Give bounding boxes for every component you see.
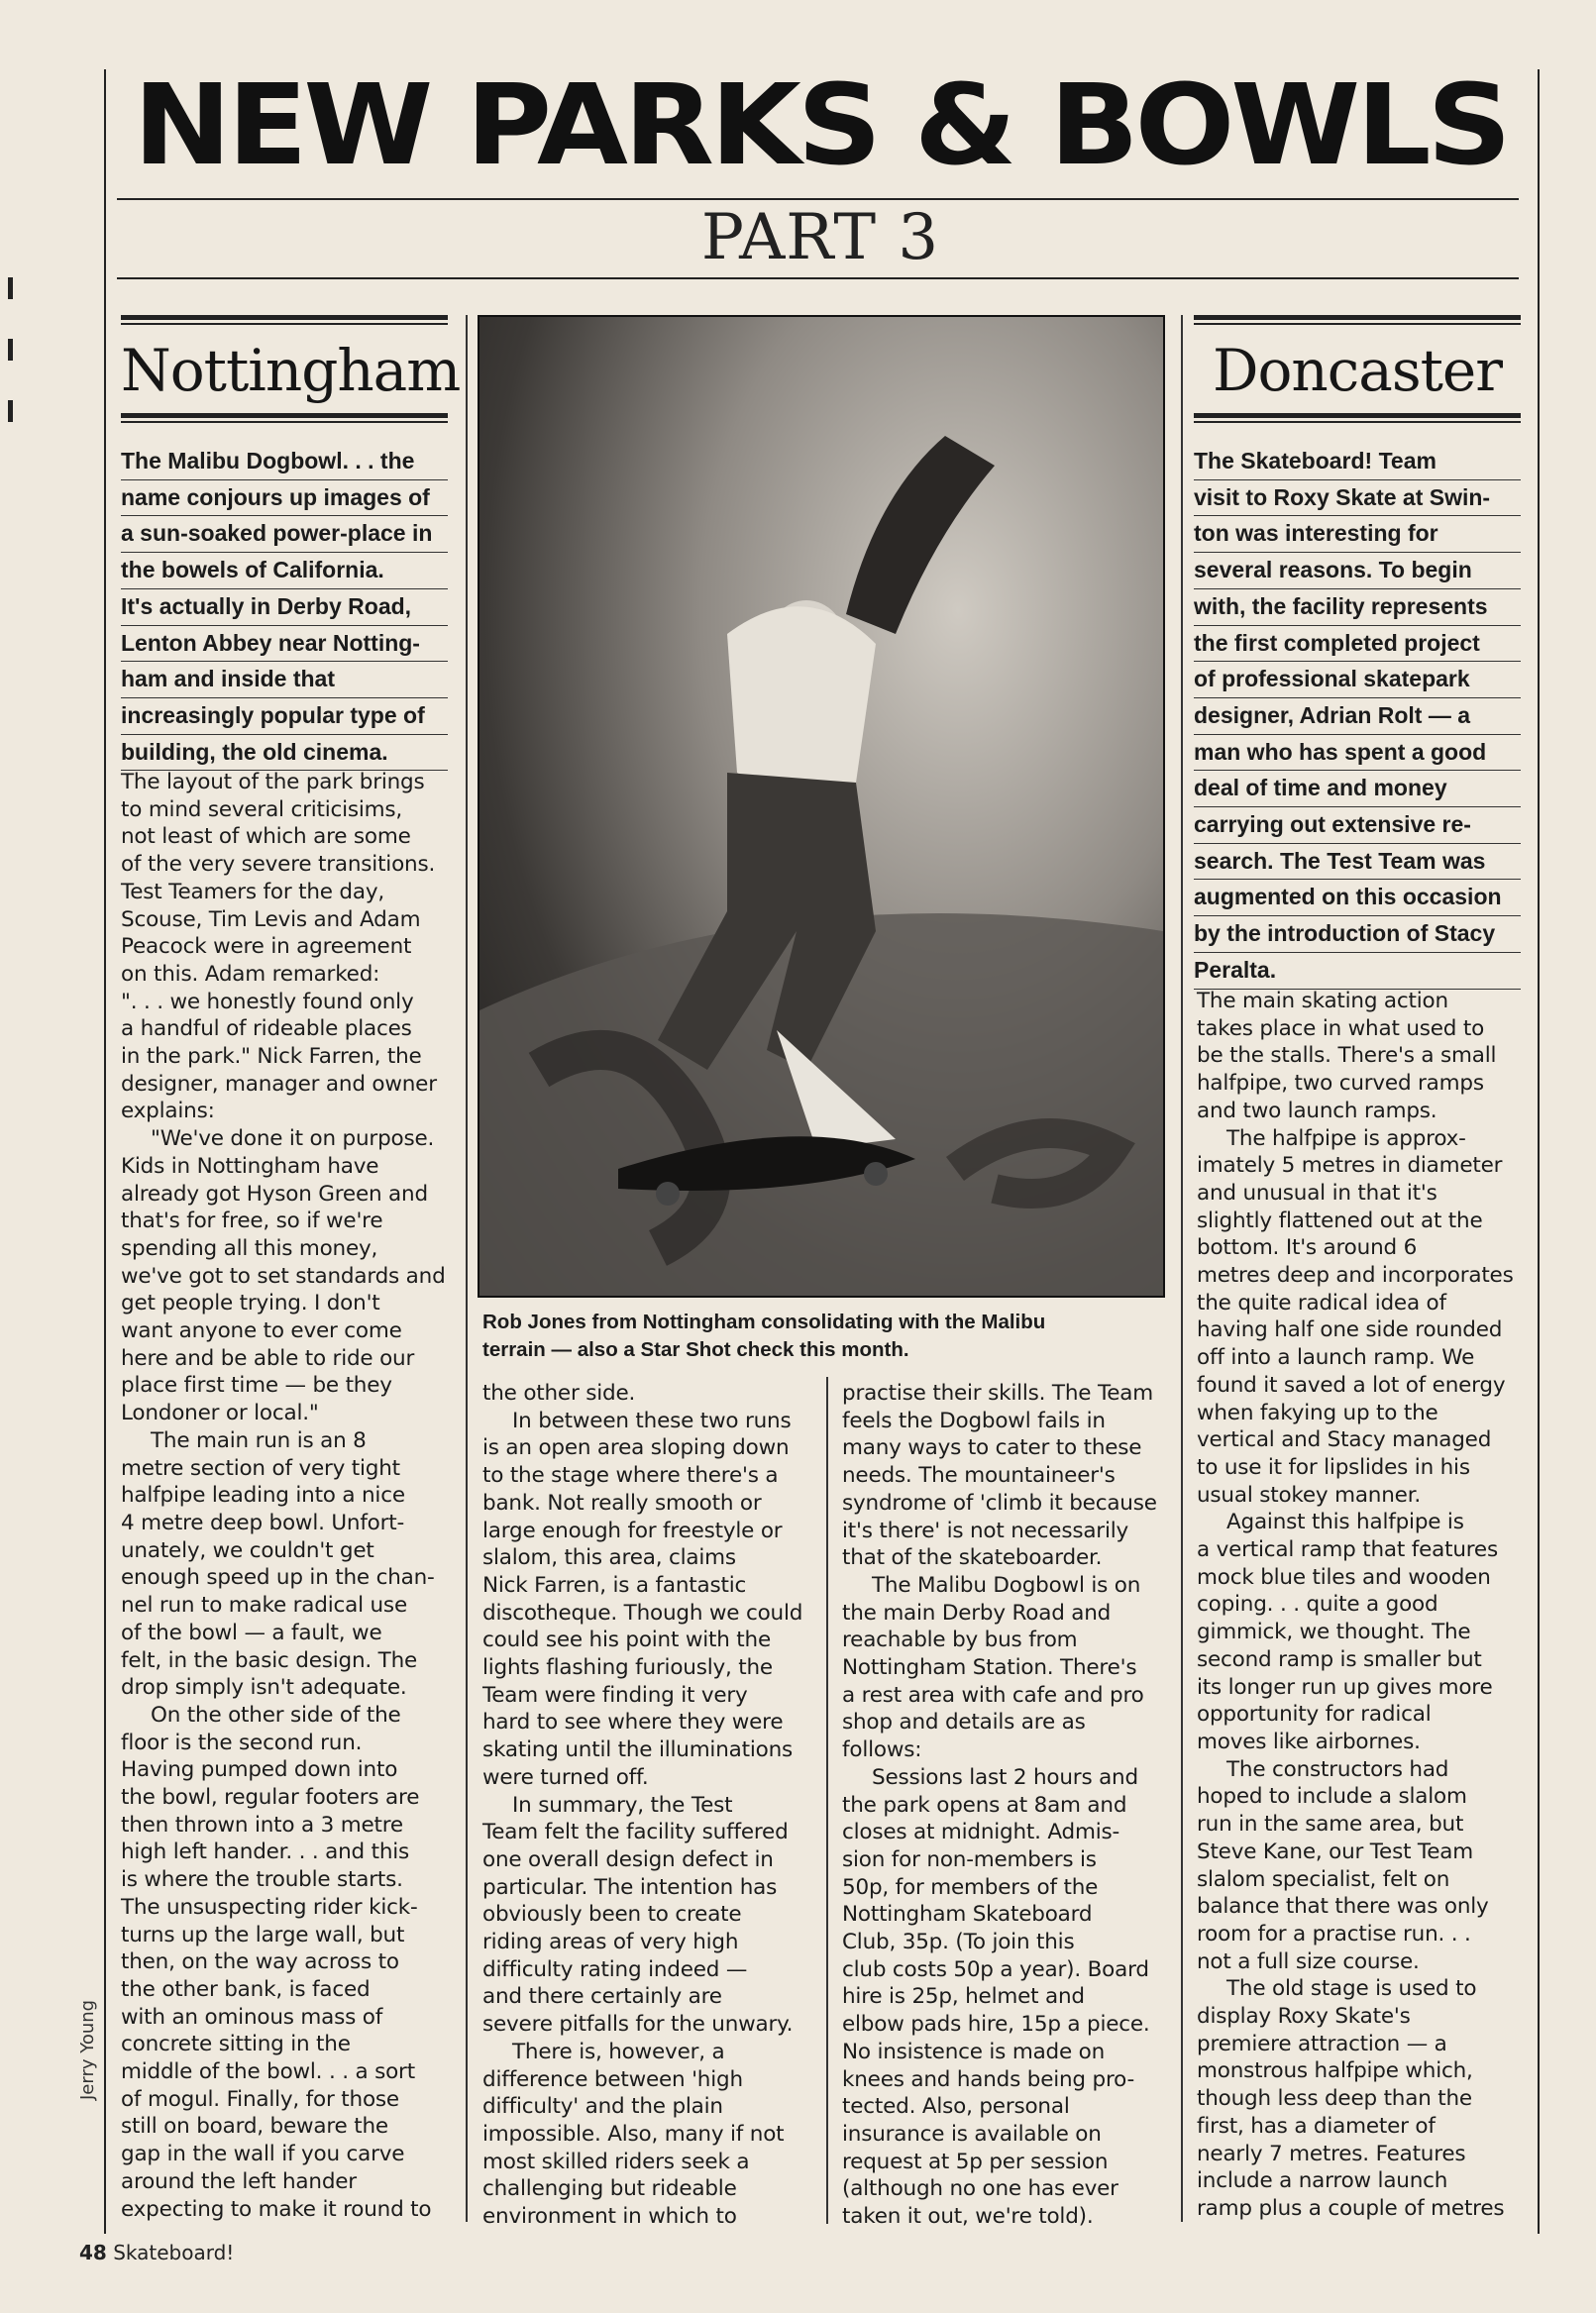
text-line: explains: [121,1099,215,1124]
text-line: that of the skateboarder. [842,1545,1103,1571]
text-line: drop simply isn't adequate. [121,1675,407,1701]
text-line: and unusual in that it's [1197,1180,1437,1206]
text-line: expecting to make it round to [121,2196,432,2222]
text-line: having half one side rounded [1197,1317,1503,1343]
body-left [121,769,458,2223]
text-line: Nottingham Station. There's [842,1655,1137,1681]
text-line: not least of which are some [121,824,411,850]
text-line: The main run is an 8 [151,1427,367,1453]
text-line: moves like airbornes. [1197,1729,1421,1754]
text-line: knees and hands being pro- [842,2066,1135,2092]
text-line: hoped to include a slalom [1197,1784,1467,1810]
text-line: On the other side of the [151,1702,401,1728]
text-line: ". . . we honestly found only [121,989,414,1014]
text-line: usual stokey manner. [1197,1482,1421,1508]
text-line: is where the trouble starts. [121,1867,403,1893]
text-line: The old stage is used to [1226,1976,1477,2002]
text-line: In between these two runs [512,1408,792,1433]
text-line: vertical and Stacy managed [1197,1427,1492,1453]
text-line: discotheque. Though we could [482,1600,803,1626]
text-line: club costs 50p a year). Board [842,1956,1149,1982]
text-line: found it saved a lot of energy [1197,1372,1506,1398]
intro-line: It's actually in Derby Road, [121,589,448,626]
text-line: The main skating action [1197,989,1448,1013]
intro-line: a sun-soaked power-place in [121,516,448,553]
text-line: to the stage where there's a [482,1463,779,1489]
frame-rule-left [104,69,106,2234]
text-line: severe pitfalls for the unwary. [482,2012,794,2038]
text-line: sion for non-members is [842,1846,1097,1872]
intro-line: increasingly popular type of [121,698,448,735]
photo-credit: Jerry Young [77,1999,98,2100]
text-line: impossible. Also, many if not [482,2121,785,2147]
text-line: hard to see where they were [482,1710,784,1735]
intro-line: several reasons. To begin [1194,553,1521,589]
text-line: coping. . . quite a good [1197,1592,1438,1618]
text-line: be the stalls. There's a small [1197,1043,1497,1069]
text-line: it's there' is not necessarily [842,1518,1129,1543]
magazine-name: Skateboard! [113,2241,235,2264]
text-line: to mind several criticisims, [121,796,403,822]
text-line: environment in which to [482,2204,737,2230]
column-rule [1181,315,1183,2222]
text-line: of the bowl — a fault, we [121,1620,382,1645]
text-line: a rest area with cafe and pro [842,1682,1144,1708]
text-line: of mogul. Finally, for those [121,2086,399,2112]
text-line: 4 metre deep bowl. Unfort- [121,1510,405,1535]
intro-line: the bowels of California. [121,553,448,589]
skater-photo [478,315,1165,1298]
text-line: many ways to cater to these [842,1435,1142,1461]
text-line: closes at midnight. Admis- [842,1820,1120,1845]
intro-nottingham [121,444,448,771]
text-line: The unsuspecting rider kick- [121,1894,418,1920]
text-line: riding areas of very high [482,1930,739,1955]
text-line: Scouse, Tim Levis and Adam [121,906,421,932]
text-line: is an open area sloping down [482,1435,790,1461]
text-line: the other bank, is faced [121,1976,371,2002]
text-line: Against this halfpipe is [1226,1510,1464,1535]
text-line: There is, however, a [512,2039,725,2064]
text-line: takes place in what used to [1197,1015,1485,1041]
text-line: reachable by bus from [842,1628,1078,1653]
text-line: skating until the illuminations [482,1737,793,1763]
text-line: bottom. It's around 6 [1197,1235,1418,1261]
text-line: halfpipe leading into a nice [121,1483,405,1509]
text-line: request at 5p per session [842,2149,1109,2174]
text-line: unately, we couldn't get [121,1537,374,1563]
text-line: we've got to set standards and [121,1263,446,1289]
caption-line: terrain — also a Star Shot check this month. [482,1338,909,1361]
text-line: Test Teamers for the day, [121,879,384,904]
page-number: 48 [79,2241,107,2264]
text-line: with an ominous mass of [121,2004,383,2030]
body-right [1197,988,1534,2223]
text-line: imately 5 metres in diameter [1197,1153,1503,1179]
text-line: on this. Adam remarked: [121,961,380,987]
text-line: the bowl, regular footers are [121,1785,420,1811]
text-line: high left hander. . . and this [121,1840,410,1865]
text-line: include a narrow launch [1197,2168,1448,2194]
text-line: The halfpipe is approx- [1226,1125,1466,1151]
text-line: one overall design defect in [482,1846,774,1872]
column-rule [466,315,468,2222]
text-line: then, on the way across to [121,1949,399,1975]
page-footer [79,2241,234,2264]
intro-line: carrying out extensive re- [1194,807,1521,844]
intro-line: building, the old cinema. [121,735,448,772]
intro-line: man who has spent a good [1194,735,1521,772]
text-line: here and be able to ride our [121,1345,415,1371]
text-line: taken it out, we're told). [842,2204,1094,2230]
text-line: when fakying up to the [1197,1400,1438,1425]
text-line: second ramp is smaller but [1197,1646,1482,1672]
text-line: the park opens at 8am and [842,1792,1127,1818]
text-line: floor is the second run. [121,1730,363,1755]
text-line: place first time — be they [121,1373,392,1399]
text-line: bank. Not really smooth or [482,1490,762,1516]
skater-illustration [479,317,1163,1296]
text-line: practise their skills. The Team [842,1381,1153,1406]
text-line: then thrown into a 3 metre [121,1812,403,1838]
text-line: Londoner or local." [121,1401,319,1426]
text-line: and there certainly are [482,1984,722,2010]
text-line: turns up the large wall, but [121,1922,405,1947]
text-line: run in the same area, but [1197,1812,1464,1838]
text-line: not a full size course. [1197,1948,1420,1974]
text-line: tected. Also, personal [842,2094,1070,2120]
text-line: its longer run up gives more [1197,1674,1493,1700]
title-rule-top [117,198,1519,200]
intro-line: designer, Adrian Rolt — a [1194,698,1521,735]
text-line: syndrome of 'climb it because [842,1490,1157,1516]
text-line: spending all this money, [121,1235,378,1261]
text-line: designer, manager and owner [121,1071,437,1097]
text-line: enough speed up in the chan- [121,1565,435,1591]
text-line: balance that there was only [1197,1894,1489,1920]
text-line: In summary, the Test [512,1792,733,1818]
text-line: want anyone to ever come [121,1318,402,1344]
text-line: difference between 'high [482,2066,743,2092]
caption-line: Rob Jones from Nottingham consolidating with the Malibu [482,1311,1046,1333]
text-line: difficulty' and the plain [482,2094,723,2120]
text-line: premiere attraction — a [1197,2031,1447,2056]
text-line: in the park." Nick Farren, the [121,1044,422,1070]
text-line: mock blue tiles and wooden [1197,1564,1491,1590]
body-middle-2 [842,1380,1179,2231]
text-line: (although no one has ever [842,2176,1118,2202]
text-line: Peacock were in agreement [121,934,412,960]
intro-line: of professional skatepark [1194,662,1521,698]
text-line: gap in the wall if you carve [121,2142,405,2167]
text-line: elbow pads hire, 15p a piece. [842,2012,1150,2038]
intro-doncaster [1194,444,1521,990]
text-line: nel run to make radical use [121,1593,407,1619]
text-line: room for a practise run. . . [1197,1921,1471,1946]
text-line: opportunity for radical [1197,1702,1432,1728]
intro-line: by the introduction of Stacy [1194,916,1521,953]
intro-line: search. The Test Team was [1194,844,1521,881]
intro-line: visit to Roxy Skate at Swin- [1194,480,1521,517]
text-line: Team felt the facility suffered [482,1820,789,1845]
text-line: Nottingham Skateboard [842,1902,1093,1928]
text-line: 50p, for members of the [842,1874,1099,1900]
text-line: metres deep and incorporates [1197,1263,1514,1289]
text-line: Nick Farren, is a fantastic [482,1572,747,1598]
text-line: "We've done it on purpose. [151,1126,435,1152]
page-subtitle: PART 3 [700,201,940,274]
intro-line: name conjours up images of [121,480,448,517]
intro-line: The Skateboard! Team [1194,444,1521,480]
intro-line: with, the facility represents [1194,589,1521,626]
text-line: The layout of the park brings [121,770,425,794]
text-line: Sessions last 2 hours and [872,1764,1138,1790]
text-line: slightly flattened out at the [1197,1208,1483,1233]
text-line: gimmick, we thought. The [1197,1620,1471,1645]
section-heading-text: Nottingham [121,337,461,404]
text-line: needs. The mountaineer's [842,1463,1116,1489]
text-line: and two launch ramps. [1197,1098,1437,1123]
frame-rule-right [1538,69,1540,2234]
text-line: a vertical ramp that features [1197,1537,1498,1563]
text-line: ramp plus a couple of metres [1197,2195,1505,2221]
text-line: could see his point with the [482,1628,771,1653]
text-line: hire is 25p, helmet and [842,1984,1085,2010]
text-line: Club, 35p. (To join this [842,1930,1075,1955]
text-line: large enough for freestyle or [482,1518,783,1543]
intro-line: Lenton Abbey near Notting- [121,626,448,663]
text-line: though less deep than the [1197,2086,1472,2112]
text-line: slalom specialist, felt on [1197,1866,1450,1892]
intro-line: ham and inside that [121,662,448,698]
intro-line: deal of time and money [1194,771,1521,807]
text-line: Team were finding it very [482,1682,748,1708]
text-line: the other side. [482,1381,636,1406]
text-line: already got Hyson Green and [121,1181,428,1207]
text-line: first, has a diameter of [1197,2113,1436,2139]
text-line: particular. The intention has [482,1874,778,1900]
text-line: most skilled riders seek a [482,2149,750,2174]
text-line: around the left hander [121,2168,357,2194]
text-line: get people trying. I don't [121,1291,380,1316]
intro-line: the first completed project [1194,626,1521,663]
text-line: challenging but rideable [482,2176,737,2202]
section-heading-doncaster [1194,315,1521,426]
text-line: The Malibu Dogbowl is on [872,1572,1141,1598]
text-line: the main Derby Road and [842,1600,1112,1626]
text-line: were turned off. [482,1764,649,1790]
text-line: a handful of rideable places [121,1016,412,1042]
text-line: obviously been to create [482,1902,742,1928]
text-line: Having pumped down into [121,1757,398,1783]
spine-marks [8,277,16,505]
section-heading-nottingham [121,315,461,426]
intro-line: ton was interesting for [1194,516,1521,553]
intro-line: augmented on this occasion [1194,880,1521,916]
text-line: Kids in Nottingham have [121,1153,379,1179]
text-line: follows: [842,1737,922,1763]
text-line: nearly 7 metres. Features [1197,2141,1466,2166]
text-line: of the very severe transitions. [121,852,436,878]
text-line: Steve Kane, our Test Team [1197,1839,1473,1864]
column-rule [826,1377,828,2224]
text-line: that's for free, so if we're [121,1209,383,1234]
intro-line: The Malibu Dogbowl. . . the [121,444,448,480]
text-line: off into a launch ramp. We [1197,1345,1475,1371]
intro-line: Peralta. [1194,953,1521,990]
text-line: to use it for lipslides in his [1197,1454,1470,1480]
text-line: felt, in the basic design. The [121,1647,418,1673]
text-line: No insistence is made on [842,2039,1106,2064]
text-line: The constructors had [1226,1756,1449,1782]
text-line: lights flashing furiously, the [482,1655,773,1681]
text-line: concrete sitting in the [121,2032,351,2057]
text-line: metre section of very tight [121,1455,400,1481]
text-line: difficulty rating indeed — [482,1956,748,1982]
photo-caption [482,1309,1166,1364]
page-title: NEW PARKS & BOWLS [133,61,1508,190]
text-line: still on board, beware the [121,2114,388,2140]
title-rule-bottom [117,277,1519,279]
text-line: shop and details are as [842,1710,1086,1735]
section-heading-text: Doncaster [1213,337,1502,404]
text-line: middle of the bowl. . . a sort [121,2059,415,2085]
text-line: insurance is available on [842,2121,1102,2147]
text-line: the quite radical idea of [1197,1290,1446,1315]
text-line: slalom, this area, claims [482,1545,736,1571]
text-line: halfpipe, two curved ramps [1197,1071,1484,1097]
text-line: monstrous halfpipe which, [1197,2058,1473,2084]
body-middle-1 [482,1380,819,2231]
text-line: display Roxy Skate's [1197,2004,1411,2030]
text-line: feels the Dogbowl fails in [842,1408,1106,1433]
